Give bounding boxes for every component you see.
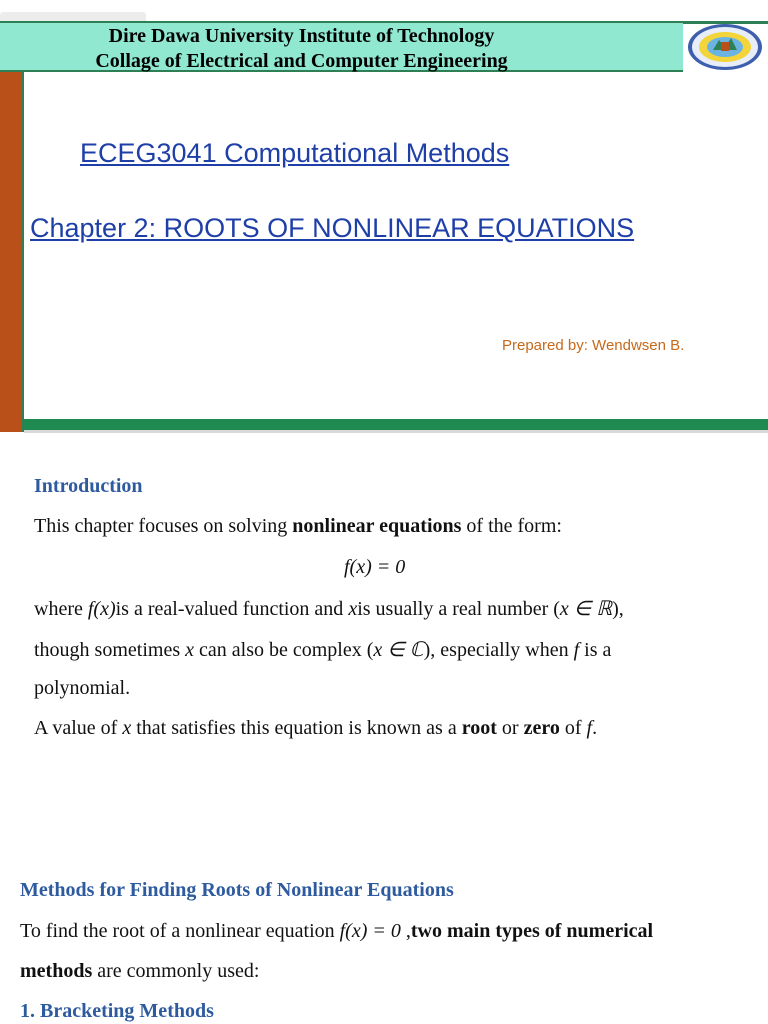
intro-paragraph-4: polynomial. bbox=[34, 677, 131, 699]
text: of the form: bbox=[461, 515, 562, 537]
math-f: f bbox=[586, 717, 593, 739]
text: This chapter focuses on solving bbox=[34, 515, 293, 537]
text: is usually a real number ( bbox=[357, 598, 560, 620]
text: is a real-valued function and bbox=[115, 598, 349, 620]
text: is a bbox=[579, 639, 612, 661]
text: ), bbox=[612, 598, 624, 620]
intro-paragraph-2 bbox=[34, 596, 624, 621]
text: of bbox=[559, 717, 587, 739]
intro-paragraph-1 bbox=[34, 515, 562, 538]
math-x: x bbox=[122, 717, 132, 739]
methods-paragraph-2 bbox=[20, 960, 259, 983]
math-x: x bbox=[185, 639, 194, 661]
title-slide bbox=[0, 0, 768, 435]
intro-paragraph-3 bbox=[34, 637, 611, 662]
text: or bbox=[496, 717, 524, 739]
text: can also be complex ( bbox=[194, 639, 374, 661]
header-college: Collage of Electrical and Computer Engineering bbox=[95, 50, 508, 72]
text: A value of bbox=[34, 717, 123, 739]
intro-paragraph-5 bbox=[34, 717, 597, 740]
header-banner bbox=[0, 21, 683, 72]
bold-text: two main types of numerical bbox=[410, 920, 654, 942]
text: are commonly used: bbox=[92, 960, 260, 982]
math-fx: f(x) bbox=[87, 598, 116, 620]
text: where bbox=[34, 598, 88, 620]
bottom-strip bbox=[24, 419, 768, 430]
methods-heading: Methods for Finding Roots of Nonlinear Equations bbox=[20, 879, 454, 901]
text: To find the root of a nonlinear equation bbox=[20, 920, 340, 942]
methods-paragraph-1 bbox=[20, 920, 653, 943]
text: , bbox=[400, 920, 411, 942]
bold-text: nonlinear equations bbox=[292, 515, 462, 537]
chapter-title: Chapter 2: ROOTS OF NONLINEAR EQUATIONS bbox=[30, 213, 635, 243]
math-complex-set: x ∈ ℂ bbox=[373, 639, 424, 661]
math-equation: f(x) = 0 bbox=[339, 920, 401, 942]
text: . bbox=[592, 717, 598, 739]
bracketing-methods-heading: 1. Bracketing Methods bbox=[20, 1000, 214, 1022]
prepared-by: Prepared by: Wendwsen B. bbox=[502, 337, 685, 354]
introduction-heading: Introduction bbox=[34, 475, 143, 497]
equation: f(x) = 0 bbox=[344, 556, 406, 578]
course-title: ECEG3041 Computational Methods bbox=[80, 138, 510, 168]
text: ), especially when bbox=[423, 639, 574, 661]
bold-zero: zero bbox=[523, 717, 560, 739]
math-real-set: x ∈ ℝ bbox=[559, 598, 613, 620]
text: that satisfies this equation is known as a bbox=[131, 717, 462, 739]
bold-root: root bbox=[461, 717, 497, 739]
bottom-divider bbox=[24, 430, 768, 433]
math-x: x bbox=[348, 598, 358, 620]
header-university: Dire Dawa University Institute of Technology bbox=[108, 25, 495, 47]
bold-text: methods bbox=[20, 960, 93, 982]
left-accent-bar bbox=[0, 72, 24, 432]
math-f: f bbox=[573, 639, 580, 661]
university-logo-icon bbox=[686, 22, 764, 72]
text: though sometimes bbox=[34, 639, 186, 661]
